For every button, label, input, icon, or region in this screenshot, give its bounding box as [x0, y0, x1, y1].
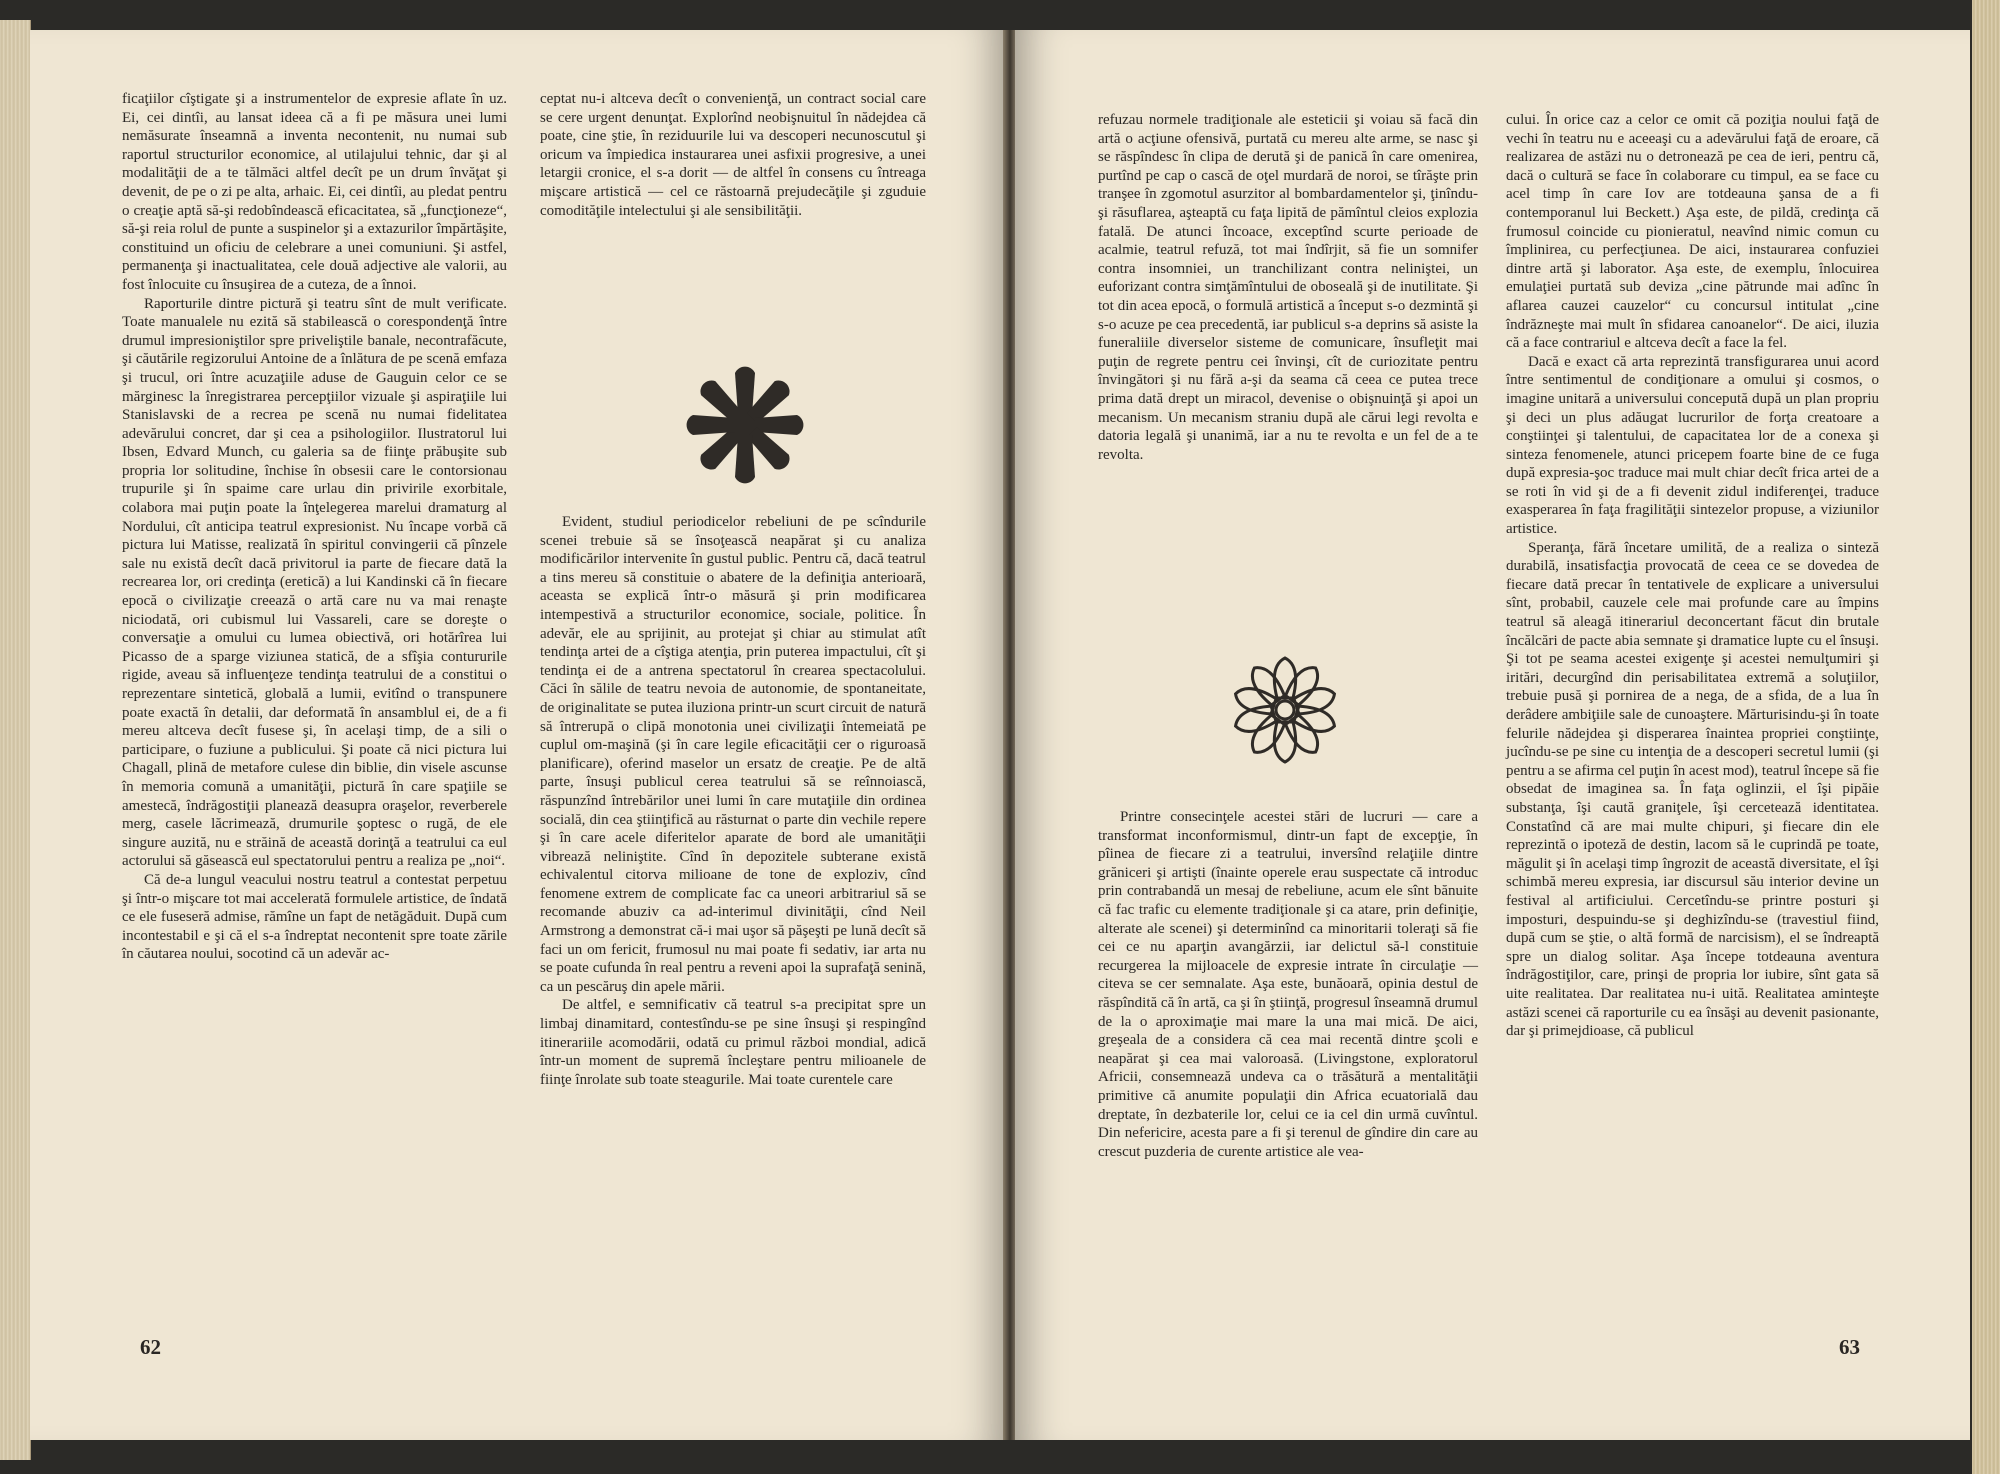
left-column-2-top [540, 90, 926, 220]
right-column-1-top [1098, 111, 1478, 464]
paragraph: ceptat nu-i altceva decît o convenienţă, un contract social care se cere urgent denunţat. Explorînd neobişnuitul în nădejdea că poate, cine ştie, în reziduurile lui va descoperi necunoscutul şi oricum va împiedica instaurarea unei asfixii progresive, a unei letargii cronice, el s-a dorit — de altfel în consens cu întreaga mişcare artistică — cel ce răstoarnă prejudecăţile şi zguduie comodităţile intelectului şi ale sensibilităţii. [540, 91, 926, 219]
left-column-1 [122, 90, 507, 964]
paragraph: Că de-a lungul veacului nostru teatrul a contestat perpetuu şi într-o mişcare tot mai accelerată formulele artistice, de îndată ce ele fuseseră admise, rămîne un fapt de netăgăduit. După cum incontestabil e şi că el s-a îndreptat necontenit spre toate zările în căutarea noului, socotind că un adevăr ac- [122, 871, 507, 963]
paragraph: Printre consecinţele acestei stări de lucruri — care a transformat inconformismul, dintr-un fapt de excepţie, în pîinea de fiecare zi a teatrului, inversînd relaţiile dintre grăniceri şi artişti (înainte operele erau suspectate că introduc prin contrabandă un mesaj de rebeliune, acum ele sînt bănuite că fac trafic cu elemente tradiţionale şi ca atare, prin definiţie, alterate ale scenei) şi determinînd ca minoritarii toleraţi să fie cei ce nu aparţin avangărzii, iar delictul să-l constituie recurgerea la mijloacele de expresie intrate în circulaţie — citeva se cer semnalate. Aşa este, bunăoară, opinia destul de răspîndită că în artă, ca şi în ştiinţă, progresul înseamnă drumul de la o aproximaţie mai mare la una mai mică. De aici, greşeala de a considera că cea mai recentă dintre şcoli e neapărat şi cea mai valoroasă. (Livingstone, exploratorul Africii, consemnează undeva ca o trăsătură a mentalităţii primitive că anumite populaţii din Africa ecuatorială dau dreptate, în dezbaterile lor, celui ce ia cel din urmă cuvîntul. Din nefericire, acesta pare a fi şi terenul de gîndire din care au crescut puzderia de curente artistice ale vea- [1098, 809, 1478, 1160]
paragraph: refuzau normele tradiţionale ale esteticii şi voiau să facă din artă o acţiune ofensivă, purtată cu mereu alte arme, se nasc şi se răspîndesc în clipa de derută şi de panică în care omenirea, purtînd pe cap o cască de oţel murdară de noroi, se tîrăşte prin tranşee în zgomotul asurzitor al bombardamentelor şi, ţinîndu-şi răsuflarea, aşteaptă cu faţa lipită de pămîntul cleios explozia fatală. De atunci încoace, exceptînd scurte perioade de acalmie, teatrul refuză, tot mai îndîrjit, să fie un somnifer contra insomniei, un tranchilizant contra neliniştei, un euforizant contra simţămîntului de oboseală şi de inutilitate. Şi tot din acea epocă, o formulă artistică a început s-o dezmintă şi s-o acuze pe cea precedentă, iar publicul s-a deprins să asiste la funeraliile diverselor sisteme de comunicare, însufleţit mai puţin de regrete pentru cei învinşi, cît de curiozitate pentru învingători şi nu fără a-şi da seama că ceea ce putea trece prima dată drept un miracol, devenise o obişnuinţă şi apoi un mecanism. Un mecanism straniu după ale cărui legi revolta e datoria legală şi unanimă, iar a nu te revolta e un fel de a te revolta. [1098, 112, 1478, 463]
right-page [1015, 30, 1970, 1440]
flower-ornament [1220, 645, 1350, 775]
left-page [30, 30, 1005, 1440]
right-column-2 [1506, 111, 1879, 1041]
page-number-right: 63 [1839, 1335, 1860, 1359]
paragraph: cului. În orice caz a celor ce omit că poziţia noului faţă de vechi în teatru nu e aceeaşi cu a adevărului faţă de eroare, că realizarea de astăzi nu o detronează pe cea de ieri, pentru că, dacă o cultură se face în colaborare cu timpul, ea se face cu acel timp în care Iov are totdeauna şansa de a fi contemporanul lui Beckett.) Aşa este, de pildă, credinţa că frumosul coincide cu pionieratul, neavînd nimic comun cu împlinirea, cu perfecţiunea. De aici, instaurarea confuziei dintre artă şi laborator. Aşa este, de exemplu, înlocuirea emulaţiei purtată sub deviza „cine pătrunde mai adînc în aflarea cauzei cauzelor“ cu concursul intitulat „cine îndrăzneşte mai mult în sfidarea canoanelor“. De aici, iluzia că a face contrariul e altceva decît a face la fel. [1506, 112, 1879, 352]
right-column-1-bottom [1098, 808, 1478, 1161]
page-number-left: 62 [140, 1335, 161, 1359]
paragraph: De altfel, e semnificativ că teatrul s-a precipitat spre un limbaj dinamitard, contestîndu-se pe sine însuşi şi respingînd itinerariile acomodării, odată cu primul război mondial, adică într-un moment de supremă încleştare pentru milioanele de fiinţe înrolate sub toate steagurile. Mai toate curentele care [540, 997, 926, 1088]
asterisk-ornament [670, 350, 820, 500]
left-column-2-bottom [540, 513, 926, 1089]
paragraph: Speranţa, fără încetare umilită, de a realiza o sinteză durabilă, insatisfacţia provocată de ceea ce se dovedea de fiecare dată precar în tentativele de explicare a universului sînt, probabil, cauzele cele mai profunde care au împins teatrul să aleagă itinerariul deconcertant făcut din brutale încălcări de pacte abia semnate şi dramatice lupte cu el însuşi. Şi tot pe seama acestei exigenţe şi acestei nemulţumiri şi iritări, decurgînd din perisabilitatea extremă a soluţiilor, trebuie pusă şi pornirea de a nega, de a sfida, de a lua în derâdere ambiţiile sale de cunoaştere. Mărturisindu-şi în toate felurile nădejdea şi disperarea înaintea propriei conştiinţe, jucîndu-se pe sine cu intenţia de a descoperi secretul lumii (şi pentru a se afirma cel puţin în acest mod), teatrul începe să fie obsedat de imaginea sa. În faţa oglinzii, el îşi pipăie substanţa, îşi caută graniţele, îşi cercetează identitatea. Constatînd că are mai multe chipuri, şi fiecare din ele reprezintă o ipoteză de destin, lacom să le cuprindă pe toate, măgulit şi în acelaşi timp îngrozit de această diversitate, el îşi schimbă mereu expresia, iar discursul său interior devine un festival al artificiului. Cercetîndu-se printre posturi şi imposturi, despuindu-se şi deghizîndu-se (travestiul fiind, după cum se ştie, o altă formă de narcisism), el se îndreaptă spre un dialog solitar. Aşa începe totdeauna aventura îndrăgostiţilor, care, prinşi de propria lor iubire, sînt gata să uite realitatea. Dar realitatea nu-i uită. Realitatea aminteşte astăzi scenei că raporturile cu ea însăşi au devenit pasionante, dar şi primejdioase, că publicul [1506, 539, 1879, 1040]
paragraph: Evident, studiul periodicelor rebeliuni de pe scîndurile scenei trebuie să se însoţească neapărat şi cu analiza modificărilor intervenite în gustul public. Pentru că, dacă teatrul a tins mereu să constituie o abatere de la definiţia anterioară, aceasta se explică într-o măsură şi prin modificarea intempestivă a structurilor economice, sociale, politice. În adevăr, ele au sprijinit, au protejat şi chiar au stimulat atît tendinţa artei de a cîştiga atenţia, prin puterea impactului, cît şi tendinţa ei de a antrena spectatorul în crearea spectacolului. Căci în sălile de teatru nevoia de autonomie, de spontaneitate, de originalitate se putea iluziona printr-un scurt circuit de natură să întrerupă o clipă monotonia unei civilizaţii întemeiată pe cuplul om-maşină (şi în care legile eficacităţii cer o riguroasă planificare), oferind maselor un ersatz de creaţie. Pe de altă parte, însuşi publicul cerea teatrului să se reînnoiască, răspunzînd întrebărilor unei lumi în care mutaţiile din ordinea socială, din cea ştiinţifică au răsturnat o parte din vechile repere şi în care acele diferitelor aparate de bord ale umanităţii vibrează neliniştite. Cînd în depozitele subterane există echivalentul citorva milioane de tone de exploziv, cînd fenomene extrem de complicate fac ca uneori arbitrariul să se recomande abuziv ca ad-interimul divinităţii, cînd Neil Armstrong a demonstrat că-i mai uşor să păşeşti pe lună decît să faci un om fericit, frumosul nu mai poate fi sedativ, iar arta nu se poate cufunda în real pentru a reveni apoi la suprafaţă senină, ca un pescăruş din apele mării. [540, 514, 926, 995]
book-edge-right [1972, 0, 2000, 1474]
book-edge-left [0, 20, 31, 1460]
paragraph: Dacă e exact că arta reprezintă transfigurarea unui acord între sentimentul de condiţionare a omului şi cosmos, o imagine unitară a universului concepută după un plan propriu şi deci un plus adăugat lucrurilor de forţa creatoare a conştiinţei şi talentului, de capacitatea lor de a conexa şi sinteza fenomenele, atunci pricepem foarte bine de ce fuga după expresia-şoc traduce mai mult chiar decît frica artei de a se roti în vid şi de a fi devenit zidul indiferenţei, traduce exasperarea în faţa fragilităţii sintezelor propuse, a viziunilor artistice. [1506, 353, 1879, 538]
paragraph: Raporturile dintre pictură şi teatru sînt de mult verificate. Toate manualele nu ezită să stabilească o corespondenţă între drumul impresioniştilor spre priveliştile banale, necontrafăcute, şi căutările regizorului Antoine de a înlătura de pe scenă emfaza şi trucul, ori între acuzaţiile aduse de Gauguin celor ce se mărginesc la înregistrarea percepţiilor vizuale şi aspiraţiile lui Stanislavski de a recrea pe scenă nu numai fidelitatea adevărului concret, dar şi cea a psihologiilor. Ilustratorul lui Ibsen, Edvard Munch, cu galeria sa de fiinţe prăbuşite sub propria lor solitudine, închise în obsesii care le contorsionau trupurile şi în spaime care urlau din privirile exorbitale, colabora mai puţin poate la înţelegerea marelui dramaturg al Nordului, cît anticipa teatrul expresionist. Nu încape vorbă că pictura lui Matisse, realizată în spiritul convingerii că pînzele sale nu există decît dacă privitorul ia parte de fiecare dată la recrearea lor, ori credinţa (eretică) a lui Kandinski că în fiecare epocă o civilizaţie creează o artă care nu va mai renaşte niciodată, ori cubismul lui Vassareli, care se doreşte o conversaţie a omului cu lumea obiectivă, ori hotărîrea lui Picasso de a sparge viziunea statică, de a sfîşia contururile rigide, aveau să influenţeze tendinţa teatrului de a constitui o reprezentare sintetică, globală a lumii, evitînd o transpunere poate exactă în detalii, dar deformată în ansamblul ei, de a fi mereu altceva decît fusese şi, în acelaşi timp, de a sili o participare, o fuziune a publicului. Şi poate că nici pictura lui Chagall, plină de metafore culese din biblie, din visele ascunse în memoria comună a umanităţii, pictură în care spaţiile se amestecă, îndrăgostiţii planează deasupra oraşelor, reverberele merg, casele lăcrimează, drumurile şoptesc o rugă, de ele singure auzită, nu e străină de această dorinţă a teatrului ca eul actorului să găsească eul spectatorului pentru a realiza pe „noi“. [122, 295, 507, 870]
paragraph: ficaţiilor cîştigate şi a instrumentelor de expresie aflate în uz. Ei, cei dintîi, au lansat ideea că a fi pe măsura unei lumi nemăsurate înseamnă a inventa necontenit, nu numai sub raportul structurilor economice, al utilajului tehnic, dar şi al modalităţii de a te tălmăci altfel decît pe un drum învăţat şi devenit, de pe o zi pe alta, arhaic. Ei, cei dintîi, au pledat pentru o creaţie aptă să-şi redobîndească eficacitatea, să „funcţioneze“, să-şi reia rolul de punte a suspinelor şi a extazurilor împărtăşite, constituind un oficiu de celebrare a unei comuniuni. Şi astfel, permanenţa şi inactualitatea, cele două adjective ale valorii, au fost înlocuite cu însuşirea de a cuteza, de a înnoi. [122, 91, 507, 293]
